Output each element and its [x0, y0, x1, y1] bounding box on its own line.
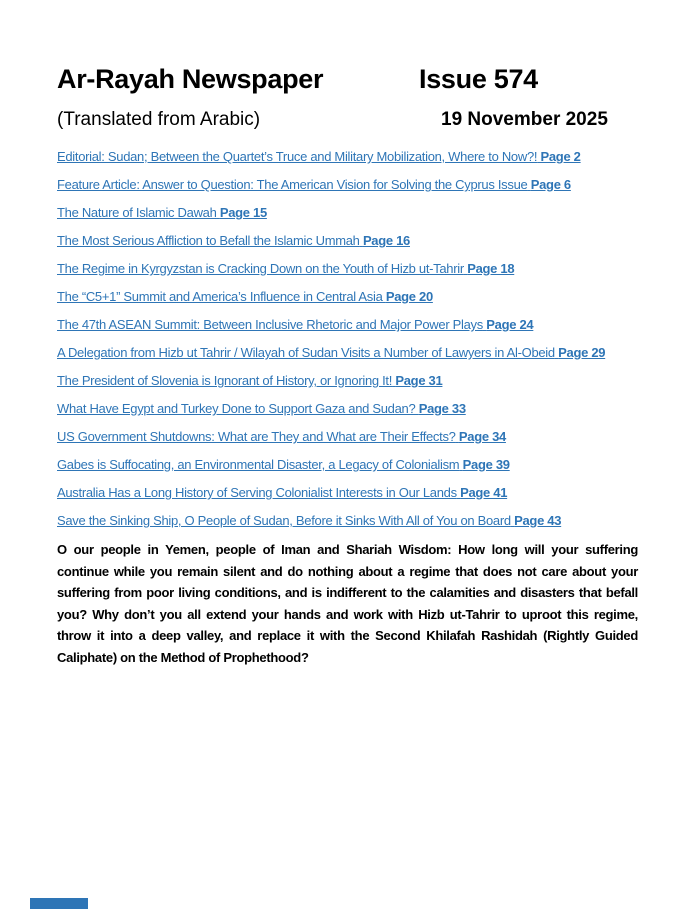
- toc-title: The Regime in Kyrgyzstan is Cracking Down on the Youth of Hizb ut-Tahrir: [57, 261, 464, 276]
- toc-title: The President of Slovenia is Ignorant of History, or Ignoring It!: [57, 373, 393, 388]
- toc-title: Feature Article: Answer to Question: The American Vision for Solving the Cyprus Issue: [57, 177, 528, 192]
- toc-item: [57, 146, 638, 167]
- toc-item: [57, 454, 638, 475]
- toc-title: The “C5+1” Summit and America’s Influence in Central Asia: [57, 289, 383, 304]
- toc-title: The Nature of Islamic Dawah: [57, 205, 217, 220]
- toc-link-delegation-sudan-lawyers[interactable]: [57, 345, 605, 360]
- toc-item: [57, 258, 638, 279]
- toc-page-number: Page 34: [458, 429, 506, 444]
- toc-item: [57, 342, 638, 363]
- toc-page-number: Page 20: [385, 289, 433, 304]
- toc-link-save-sinking-ship[interactable]: [57, 513, 561, 528]
- translation-note: (Translated from Arabic): [57, 109, 261, 130]
- toc-title: What Have Egypt and Turkey Done to Support Gaza and Sudan?: [57, 401, 419, 416]
- toc-link-editorial-sudan[interactable]: [57, 149, 581, 164]
- toc-page-number: Page 2: [540, 149, 581, 164]
- toc-link-nature-of-dawah[interactable]: [57, 205, 267, 220]
- toc-item: [57, 202, 638, 223]
- toc-page-number: Page 29: [558, 345, 606, 360]
- toc-item: [57, 230, 638, 251]
- toc-link-australia-colonialist-interests[interactable]: [57, 485, 507, 500]
- toc-item: [57, 482, 638, 503]
- toc-title: Editorial: Sudan; Between the Quartet’s Truce and Military Mobilization, Where to Now?!: [57, 149, 538, 164]
- toc-item: [57, 510, 638, 531]
- toc-title: Save the Sinking Ship, O People of Sudan, Before it Sinks With All of You on Board: [57, 513, 511, 528]
- newspaper-title: Ar-Rayah Newspaper: [57, 64, 324, 94]
- toc-link-feature-article-cyprus[interactable]: [57, 177, 571, 192]
- toc-page-number: Page 18: [467, 261, 515, 276]
- toc-page-number: Page 33: [418, 401, 466, 416]
- toc-link-affliction-ummah[interactable]: [57, 233, 410, 248]
- toc-page-number: Page 24: [486, 317, 534, 332]
- toc-link-kyrgyzstan-regime[interactable]: [57, 261, 514, 276]
- toc-link-asean-summit[interactable]: [57, 317, 533, 332]
- toc-link-us-government-shutdowns[interactable]: [57, 429, 506, 444]
- header-title-row: [57, 62, 638, 96]
- toc-link-egypt-turkey-gaza-sudan[interactable]: [57, 401, 466, 416]
- closing-message: O our people in Yemen, people of Iman and Shariah Wisdom: How long will your suffering continue while you remain silent and do nothing about a regime that does not care about your suffering from poor living conditions, and is indifferent to the calamities and disasters that befall you? Why don’t you all extend your hands and work with Hizb ut-Tahrir to uproot this regime, throw it into a deep valley, and replace it with the Second Khilafah Rashidah (Rightly Guided Caliphate) on the Method of Prophethood?: [57, 542, 638, 665]
- issue-number: Issue 574: [419, 64, 538, 94]
- toc-title: US Government Shutdowns: What are They and What are Their Effects?: [57, 429, 456, 444]
- toc-title: The Most Serious Affliction to Befall the Islamic Ummah: [57, 233, 360, 248]
- toc-page-number: Page 15: [219, 205, 267, 220]
- toc-item: [57, 370, 638, 391]
- toc-item: [57, 174, 638, 195]
- toc-page-number: Page 16: [362, 233, 410, 248]
- toc-page-number: Page 43: [514, 513, 562, 528]
- toc-link-c51-summit[interactable]: [57, 289, 433, 304]
- footer-accent-bar: [30, 898, 88, 909]
- toc-item: [57, 426, 638, 447]
- toc-page-number: Page 6: [530, 177, 571, 192]
- toc-item: [57, 286, 638, 307]
- header-subtitle-row: [57, 108, 638, 132]
- toc-link-president-slovenia[interactable]: [57, 373, 442, 388]
- table-of-contents: [57, 146, 638, 531]
- toc-page-number: Page 41: [460, 485, 508, 500]
- toc-item: [57, 314, 638, 335]
- toc-title: Gabes is Suffocating, an Environmental Disaster, a Legacy of Colonialism: [57, 457, 460, 472]
- issue-date: 19 November 2025: [441, 109, 608, 130]
- toc-title: A Delegation from Hizb ut Tahrir / Wilayah of Sudan Visits a Number of Lawyers in Al-Obeid: [57, 345, 555, 360]
- toc-title: The 47th ASEAN Summit: Between Inclusive Rhetoric and Major Power Plays: [57, 317, 483, 332]
- toc-page-number: Page 31: [395, 373, 443, 388]
- toc-title: Australia Has a Long History of Serving Colonialist Interests in Our Lands: [57, 485, 457, 500]
- toc-link-gabes-environmental-disaster[interactable]: [57, 457, 510, 472]
- toc-page-number: Page 39: [462, 457, 510, 472]
- toc-item: [57, 398, 638, 419]
